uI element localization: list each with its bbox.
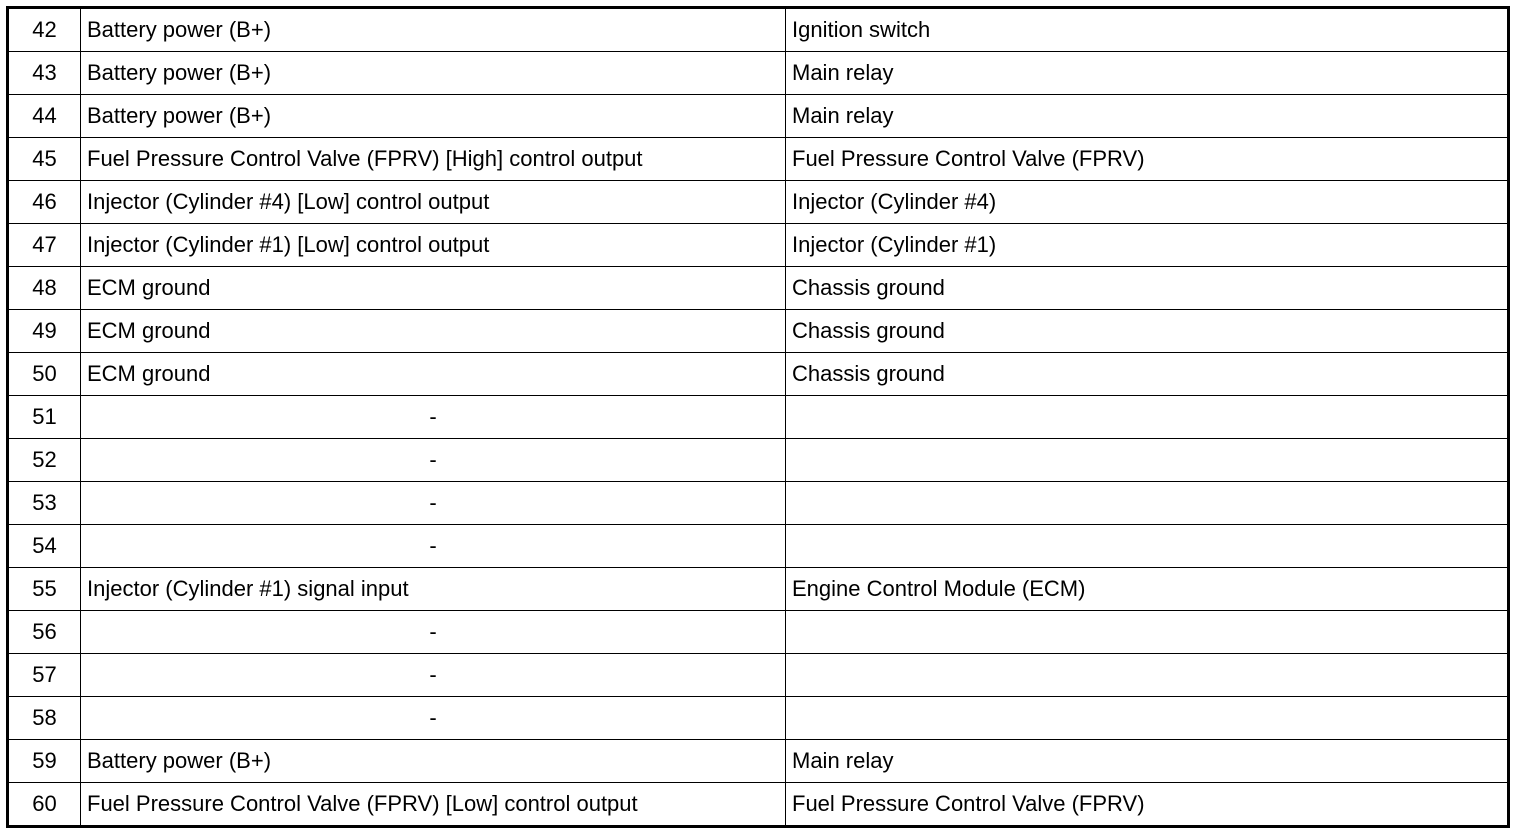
table-row [8, 267, 1509, 310]
pin-description: ECM ground [81, 353, 786, 396]
table-row [8, 181, 1509, 224]
table-row [8, 783, 1509, 827]
pin-connected-to: Fuel Pressure Control Valve (FPRV) [786, 138, 1509, 181]
pin-number: 57 [8, 654, 81, 697]
table-row [8, 568, 1509, 611]
pin-connected-to [786, 525, 1509, 568]
pin-description: - [81, 611, 786, 654]
pin-number: 48 [8, 267, 81, 310]
table-row [8, 224, 1509, 267]
pin-number: 50 [8, 353, 81, 396]
table-row [8, 95, 1509, 138]
table-row [8, 611, 1509, 654]
pin-connected-to: Fuel Pressure Control Valve (FPRV) [786, 783, 1509, 827]
pin-connected-to [786, 482, 1509, 525]
pin-connected-to [786, 439, 1509, 482]
pin-connected-to [786, 654, 1509, 697]
pin-number: 60 [8, 783, 81, 827]
pin-number: 52 [8, 439, 81, 482]
pin-number: 42 [8, 8, 81, 52]
pin-number: 56 [8, 611, 81, 654]
pin-connected-to [786, 697, 1509, 740]
pin-number: 49 [8, 310, 81, 353]
table-row [8, 138, 1509, 181]
table-row [8, 8, 1509, 52]
table-row [8, 482, 1509, 525]
pin-description: Injector (Cylinder #1) signal input [81, 568, 786, 611]
pin-description: - [81, 697, 786, 740]
pin-description: Injector (Cylinder #1) [Low] control output [81, 224, 786, 267]
pin-description: - [81, 439, 786, 482]
pin-number: 55 [8, 568, 81, 611]
pin-connected-to: Ignition switch [786, 8, 1509, 52]
pinout-table-body [8, 8, 1509, 827]
pin-number: 43 [8, 52, 81, 95]
pin-number: 54 [8, 525, 81, 568]
pin-description: - [81, 654, 786, 697]
table-row [8, 52, 1509, 95]
pin-connected-to: Chassis ground [786, 310, 1509, 353]
pin-description: ECM ground [81, 267, 786, 310]
pin-description: - [81, 396, 786, 439]
pin-connected-to [786, 611, 1509, 654]
table-row [8, 310, 1509, 353]
pin-connected-to: Injector (Cylinder #1) [786, 224, 1509, 267]
pin-number: 59 [8, 740, 81, 783]
pin-description: - [81, 482, 786, 525]
table-row [8, 525, 1509, 568]
table-row [8, 439, 1509, 482]
pin-number: 58 [8, 697, 81, 740]
pin-description: Fuel Pressure Control Valve (FPRV) [High] control output [81, 138, 786, 181]
pin-connected-to: Main relay [786, 95, 1509, 138]
pin-description: Battery power (B+) [81, 8, 786, 52]
pin-number: 47 [8, 224, 81, 267]
pin-connected-to: Injector (Cylinder #4) [786, 181, 1509, 224]
pin-number: 45 [8, 138, 81, 181]
table-row [8, 396, 1509, 439]
pin-number: 46 [8, 181, 81, 224]
pin-number: 53 [8, 482, 81, 525]
table-row [8, 697, 1509, 740]
pinout-table [6, 6, 1510, 828]
pin-description: Fuel Pressure Control Valve (FPRV) [Low] control output [81, 783, 786, 827]
pin-connected-to: Engine Control Module (ECM) [786, 568, 1509, 611]
pin-number: 51 [8, 396, 81, 439]
pin-connected-to: Chassis ground [786, 267, 1509, 310]
pin-description: Battery power (B+) [81, 740, 786, 783]
pin-description: Battery power (B+) [81, 52, 786, 95]
pin-description: - [81, 525, 786, 568]
table-row [8, 654, 1509, 697]
pin-number: 44 [8, 95, 81, 138]
table-row [8, 353, 1509, 396]
pin-connected-to [786, 396, 1509, 439]
pin-connected-to: Main relay [786, 52, 1509, 95]
pin-description: ECM ground [81, 310, 786, 353]
pin-connected-to: Chassis ground [786, 353, 1509, 396]
pin-description: Injector (Cylinder #4) [Low] control output [81, 181, 786, 224]
pin-connected-to: Main relay [786, 740, 1509, 783]
pin-description: Battery power (B+) [81, 95, 786, 138]
table-row [8, 740, 1509, 783]
